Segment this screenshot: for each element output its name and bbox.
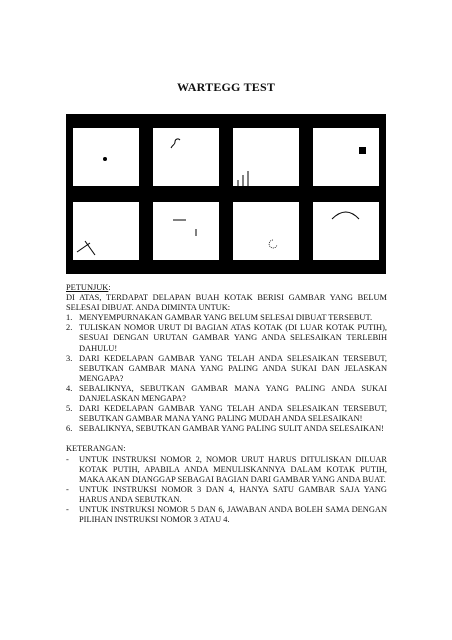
list-item: - UNTUK INSTRUKSI NOMOR 5 DAN 6, JAWABAN ANDA BOLEH SAMA DENGAN PILIHAN INSTRUKSI NOMOR 3 ATAU 4. [66, 504, 387, 525]
list-item: 1. MENYEMPURNAKAN GAMBAR YANG BELUM SELESAI DIBUAT TERSEBUT. [66, 313, 373, 323]
list-item: - UNTUK INSTRUKSI NOMOR 2, NOMOR URUT HARUS DITULISKAN DILUAR KOTAK PUTIH, APABILA ANDA MENULISKANNYA DALAM KOTAK PUTIH, MAKA AKAN DIANGGAP SEBAGAI BAGIAN DARI GAMBAR YANG ANDA BUAT. [66, 454, 387, 484]
notes-list [66, 455, 387, 526]
stimulus-box-4[interactable] [313, 128, 379, 186]
page-title: WARTEGG TEST [176, 80, 276, 94]
wartegg-board [66, 114, 386, 274]
instructions-intro: DI ATAS, TERDAPAT DELAPAN BUAH KOTAK BERISI GAMBAR YANG BELUM SELESAI DIBUAT. ANDA DIMINTA UNTUK: [66, 293, 387, 313]
notes-heading: KETERANGAN: [66, 444, 126, 454]
stimulus-box-3[interactable] [233, 128, 299, 186]
stimulus-box-1[interactable] [73, 128, 139, 186]
stimulus-box-8[interactable] [313, 202, 379, 260]
arc-stimulus [313, 202, 379, 260]
stimulus-box-7[interactable] [233, 202, 299, 260]
list-item: 6. SEBALIKNYA, SEBUTKAN GAMBAR YANG PALING SULIT ANDA SELESAIKAN! [66, 424, 384, 434]
instructions-section [66, 283, 387, 525]
instructions-heading: PETUNJUK: [66, 283, 111, 292]
list-item: 4. SEBALIKNYA, SEBUTKAN GAMBAR MANA YANG PALING ANDA SUKAI DANJELASKAN MENGAPA? [66, 383, 387, 404]
vertical-lines-stimulus [233, 128, 299, 186]
list-item: 3. DARI KEDELAPAN GAMBAR YANG TELAH ANDA SELESAIKAN TERSEBUT, SEBUTKAN GAMBAR MANA YANG PALING ANDA SUKAI DAN JELASKAN MENGAPA? [66, 353, 387, 383]
dotted-curve-stimulus [233, 202, 299, 260]
instructions-list [66, 313, 387, 434]
stimulus-box-6[interactable] [153, 202, 219, 260]
diagonal-lines-stimulus [73, 202, 139, 260]
dot-stimulus [73, 128, 139, 186]
list-item: 5. DARI KEDELAPAN GAMBAR YANG TELAH ANDA SELESAIKAN TERSEBUT, SEBUTKAN GAMBAR MANA YANG PALING MUDAH ANDA SELESAIKAN! [66, 404, 387, 424]
wavy-line-stimulus [153, 128, 219, 186]
right-angle-lines-stimulus [153, 202, 219, 260]
black-square-stimulus [313, 128, 379, 186]
stimulus-box-5[interactable] [73, 202, 139, 260]
list-item: 2. TULISKAN NOMOR URUT DI BAGIAN ATAS KOTAK (DI LUAR KOTAK PUTIH), SESUAI DENGAN URUTAN GAMBAR YANG ANDA SELESAIKAN TERLEBIH DAHULU! [66, 323, 387, 353]
stimulus-box-2[interactable] [153, 128, 219, 186]
list-item: - UNTUK INSTRUKSI NOMOR 3 DAN 4, HANYA SATU GAMBAR SAJA YANG HARUS ANDA SEBUTKAN. [66, 484, 387, 504]
